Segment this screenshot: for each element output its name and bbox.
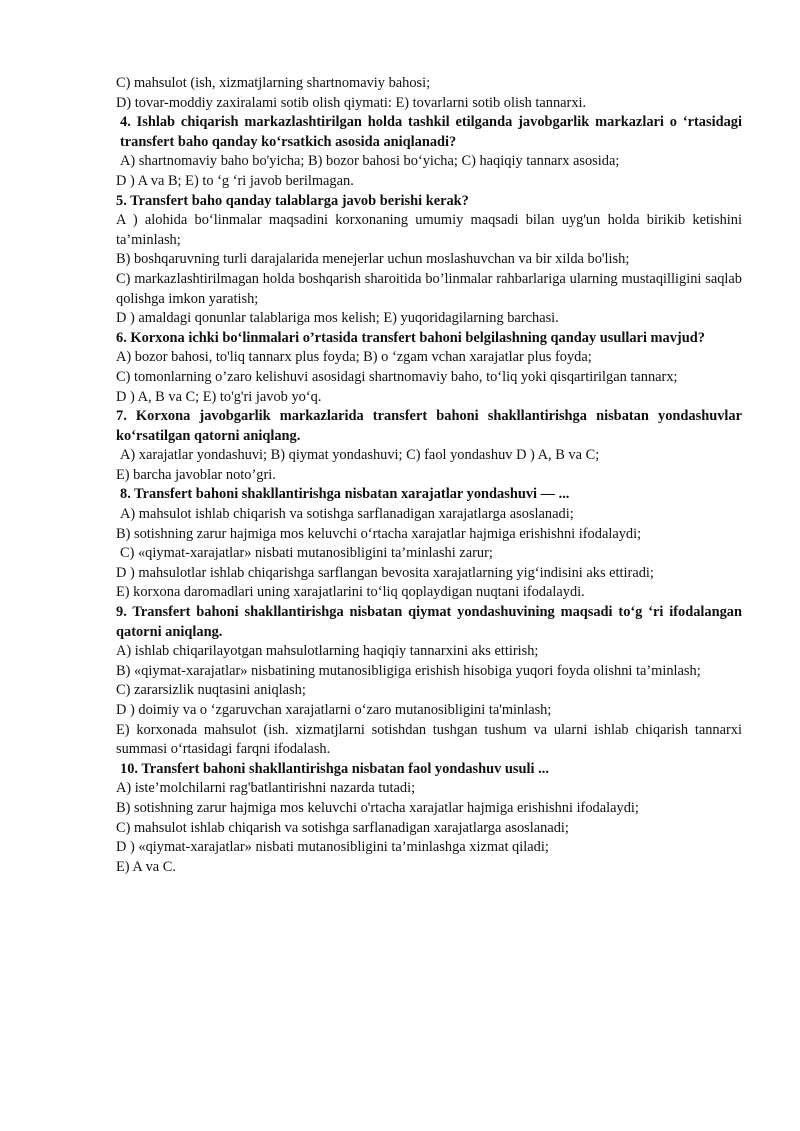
question-5: 5. Transfert baho qanday talablarga javob berishi kerak? [116, 192, 469, 209]
answer-line: E) A va C. [116, 858, 176, 875]
question-9: 9. Transfert bahoni shakllantirishga nisbatan qiymat yondashuvining maqsadi to‘g ‘ri ifodalangan qatorni aniqlang. [116, 604, 742, 640]
answer-line: A) iste’molchilarni rag'batlantirishni nazarda tutadi; [116, 780, 416, 797]
answer-line: C) tomonlarning o’zaro kelishuvi asosidagi shartnomaviy baho, to‘liq yoki qisqartirilgan tannarx; [116, 368, 678, 385]
answer-line: B) boshqaruvning turli darajalarida menejerlar uchun moslashuvchan va bir xilda bo'lish; [116, 251, 630, 268]
answer-line: B) sotishning zarur hajmiga mos keluvchi o‘rtacha xarajatlar hajmiga erishishni ifodalaydi; [116, 525, 642, 542]
answer-line: C) markazlashtirilmagan holda boshqarish sharoitida bo’linmalar rahbarlariga ularning mustaqilligini saqlab qolishga imkon yaratish; [116, 270, 742, 307]
answer-line: D ) A, B va C; E) to'g'ri javob yo‘q. [116, 388, 322, 405]
answer-line: A) mahsulot ishlab chiqarish va sotishga sarflanadigan xarajatlarga asoslanadi; [120, 506, 574, 523]
question-4: 4. Ishlab chiqarish markazlashtirilgan holda tashkil etilganda javobgarlik markazlari o ‘rtasidagi transfert baho qanday ko‘rsatkich asosida aniqlanadi? [120, 114, 742, 150]
answer-line: C) zararsizlik nuqtasini aniqlash; [116, 682, 306, 699]
answer-line: A ) alohida bo‘linmalar maqsadini korxonaning umumiy maqsadi bilan uyg'un holda birikib ketishini ta’minlash; [116, 212, 742, 248]
question-10: 10. Transfert bahoni shakllantirishga nisbatan faol yondashuv usuli ... [120, 760, 549, 777]
answer-line: A) shartnomaviy baho bo'yicha; B) bozor bahosi bo‘yicha; C) haqiqiy tannarx asosida; [120, 153, 620, 170]
answer-line: D ) doimiy va o ‘zgaruvchan xarajatlarni o‘zaro mutanosibligini ta'minlash; [116, 702, 552, 718]
answer-line: B) «qiymat-xarajatlar» nisbatining mutanosibligiga erishish hisobiga yuqori foyda olishni ta’minlash; [116, 662, 701, 679]
question-8: 8. Transfert bahoni shakllantirishga nisbatan xarajatlar yondashuvi — ... [120, 486, 570, 503]
answer-line: D ) «qiymat-xarajatlar» nisbati mutanosibligini ta’minlashga xizmat qiladi; [116, 839, 549, 856]
answer-line: E) korxona daromadlari uning xarajatlarini to‘liq qoplaydigan nuqtani ifodalaydi. [116, 584, 585, 601]
answer-line: C) «qiymat-xarajatlar» nisbati mutanosibligini ta’minlashi zarur; [120, 545, 493, 562]
answer-line: A) ishlab chiqarilayotgan mahsulotlarning haqiqiy tannarxini aks ettirish; [116, 643, 539, 660]
question-7: 7. Korxona javobgarlik markazlarida transfert bahoni shakllantirishga nisbatan yondashuvlar ko‘rsatilgan qatorni aniqlang. [116, 408, 742, 444]
answer-line: C) mahsulot (ish, xizmatjlarning shartnomaviy bahosi; [116, 75, 431, 91]
answer-line: D ) A va B; E) to ‘g ‘ri javob berilmagan. [116, 172, 354, 189]
answer-line: A) bozor bahosi, to'liq tannarx plus foyda; B) o ‘zgam vchan xarajatlar plus foyda; [116, 349, 592, 366]
answer-line: D ) mahsulotlar ishlab chiqarishga sarflangan bevosita xarajatlarning yig‘indisini aks ettiradi; [116, 564, 654, 581]
answer-line: A) xarajatlar yondashuvi; B) qiymat yondashuvi; C) faol yondashuv D ) A, B va C; [120, 447, 600, 464]
question-6: 6. Korxona ichki bo‘linmalari o’rtasida transfert bahoni belgilashning qanday usullari mavjud? [116, 329, 705, 346]
answer-line: D) tovar-moddiy zaxiralami sotib olish qiymati: E) tovarlarni sotib olish tannarxi. [116, 94, 587, 111]
answer-line: E) barcha javoblar noto’gri. [116, 466, 276, 483]
answer-line: B) sotishning zarur hajmiga mos keluvchi o'rtacha xarajatlar hajmiga erishishni ifodalaydi; [116, 799, 639, 816]
document-page [116, 74, 742, 877]
answer-line: C) mahsulot ishlab chiqarish va sotishga sarflanadigan xarajatlarga asoslanadi; [116, 819, 569, 836]
answer-line: D ) amaldagi qonunlar talablariga mos kelish; E) yuqoridagilarning barchasi. [116, 310, 559, 327]
answer-line: E) korxonada mahsulot (ish. xizmatjlarni sotishdan tushgan tushum va ularni ishlab chiqarish tannarxi summasi o‘rtasidagi farqni ifodalash. [116, 721, 742, 758]
